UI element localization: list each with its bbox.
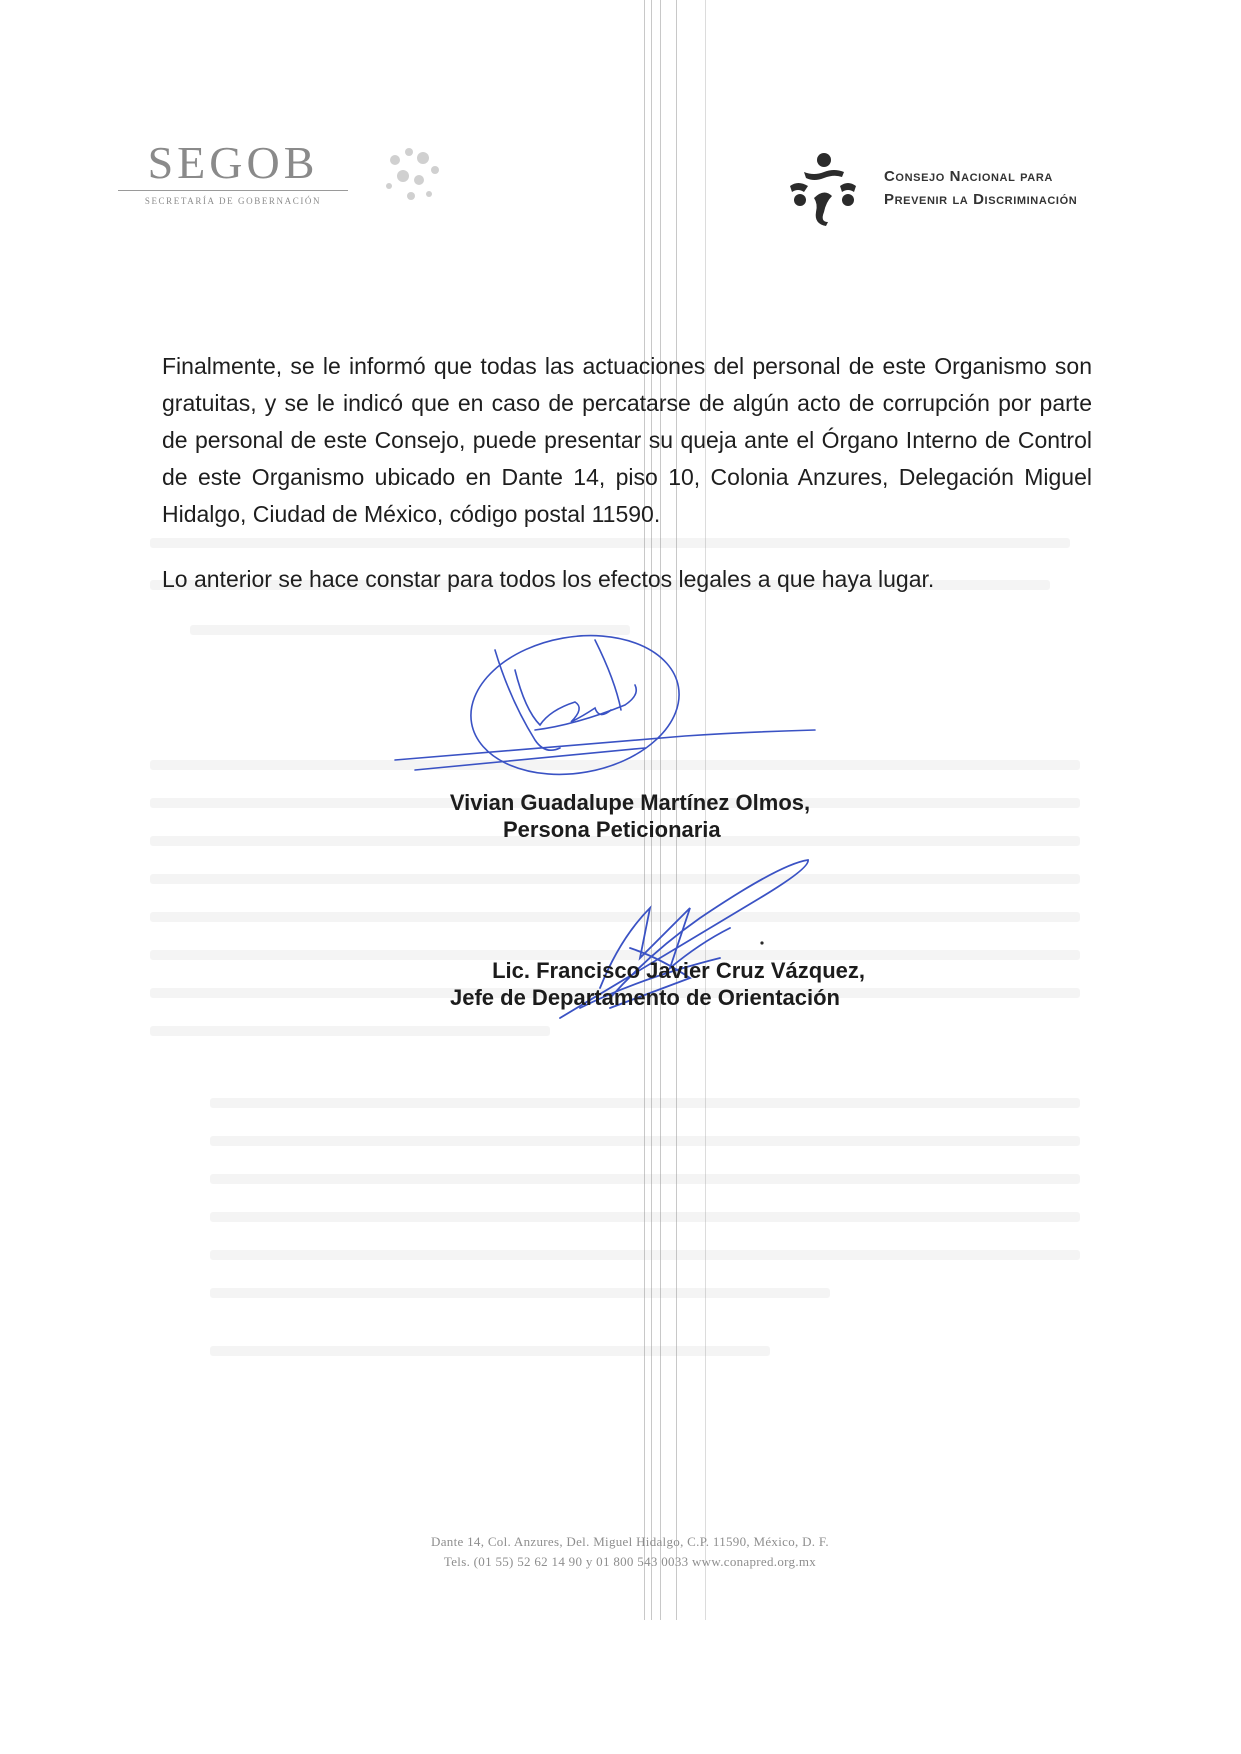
segob-logo-word: SEGOB <box>147 137 319 188</box>
conapred-org-name-line2: Prevenir la Discriminación <box>884 191 1078 208</box>
bleed-through-line <box>210 1288 830 1298</box>
footer-address-line1: Dante 14, Col. Anzures, Del. Miguel Hidalgo, C.P. 11590, México, D. F. <box>431 1534 829 1549</box>
footer-contact-line2: Tels. (01 55) 52 62 14 90 y 01 800 543 0033 www.conapred.org.mx <box>443 1554 817 1569</box>
bleed-through-line <box>210 1136 1080 1146</box>
bleed-through-line <box>210 1250 1080 1260</box>
handwritten-signature-1 <box>385 630 825 790</box>
signatory-2-role: Jefe de Departamento de Orientación <box>450 985 840 1010</box>
eagle-emblem-icon <box>375 140 465 210</box>
body-paragraph-1: Finalmente, se le informó que todas las actuaciones del personal de este Organismo son gratuitas, y se le indicó que en caso de percatarse de algún acto de corrupción por parte de personal de este Consejo, puede presentar su queja ante el Órgano Interno de Control de este Organismo ubicado en Dante 14, piso 10, Colonia Anzures, Delegación Miguel Hidalgo, Ciudad de México, código postal 11590. <box>162 353 1092 527</box>
body-paragraph-2: Lo anterior se hace constar para todos los efectos legales a que haya lugar. <box>162 566 935 592</box>
bleed-through-line <box>210 1346 770 1356</box>
conapred-logo-icon <box>784 150 860 226</box>
conapred-org-name <box>884 165 1077 211</box>
bleed-through-line <box>210 1212 1080 1222</box>
bleed-through-line <box>210 1098 1080 1108</box>
segob-logo-subtitle: SECRETARÍA DE GOBERNACIÓN <box>144 196 322 206</box>
signatory-1-role: Persona Peticionaria <box>503 817 721 842</box>
bleed-through-line <box>150 1026 550 1036</box>
segob-logo-rule <box>118 190 348 191</box>
signatory-1-name: Vivian Guadalupe Martínez Olmos, <box>449 790 811 815</box>
conapred-org-name-line1: Consejo Nacional para <box>884 168 1053 185</box>
signatory-2-name: Lic. Francisco Javier Cruz Vázquez, <box>492 958 865 983</box>
bleed-through-line <box>150 538 1070 548</box>
footer-address <box>300 1532 960 1572</box>
segob-logo <box>118 137 348 206</box>
bleed-through-line <box>210 1174 1080 1184</box>
